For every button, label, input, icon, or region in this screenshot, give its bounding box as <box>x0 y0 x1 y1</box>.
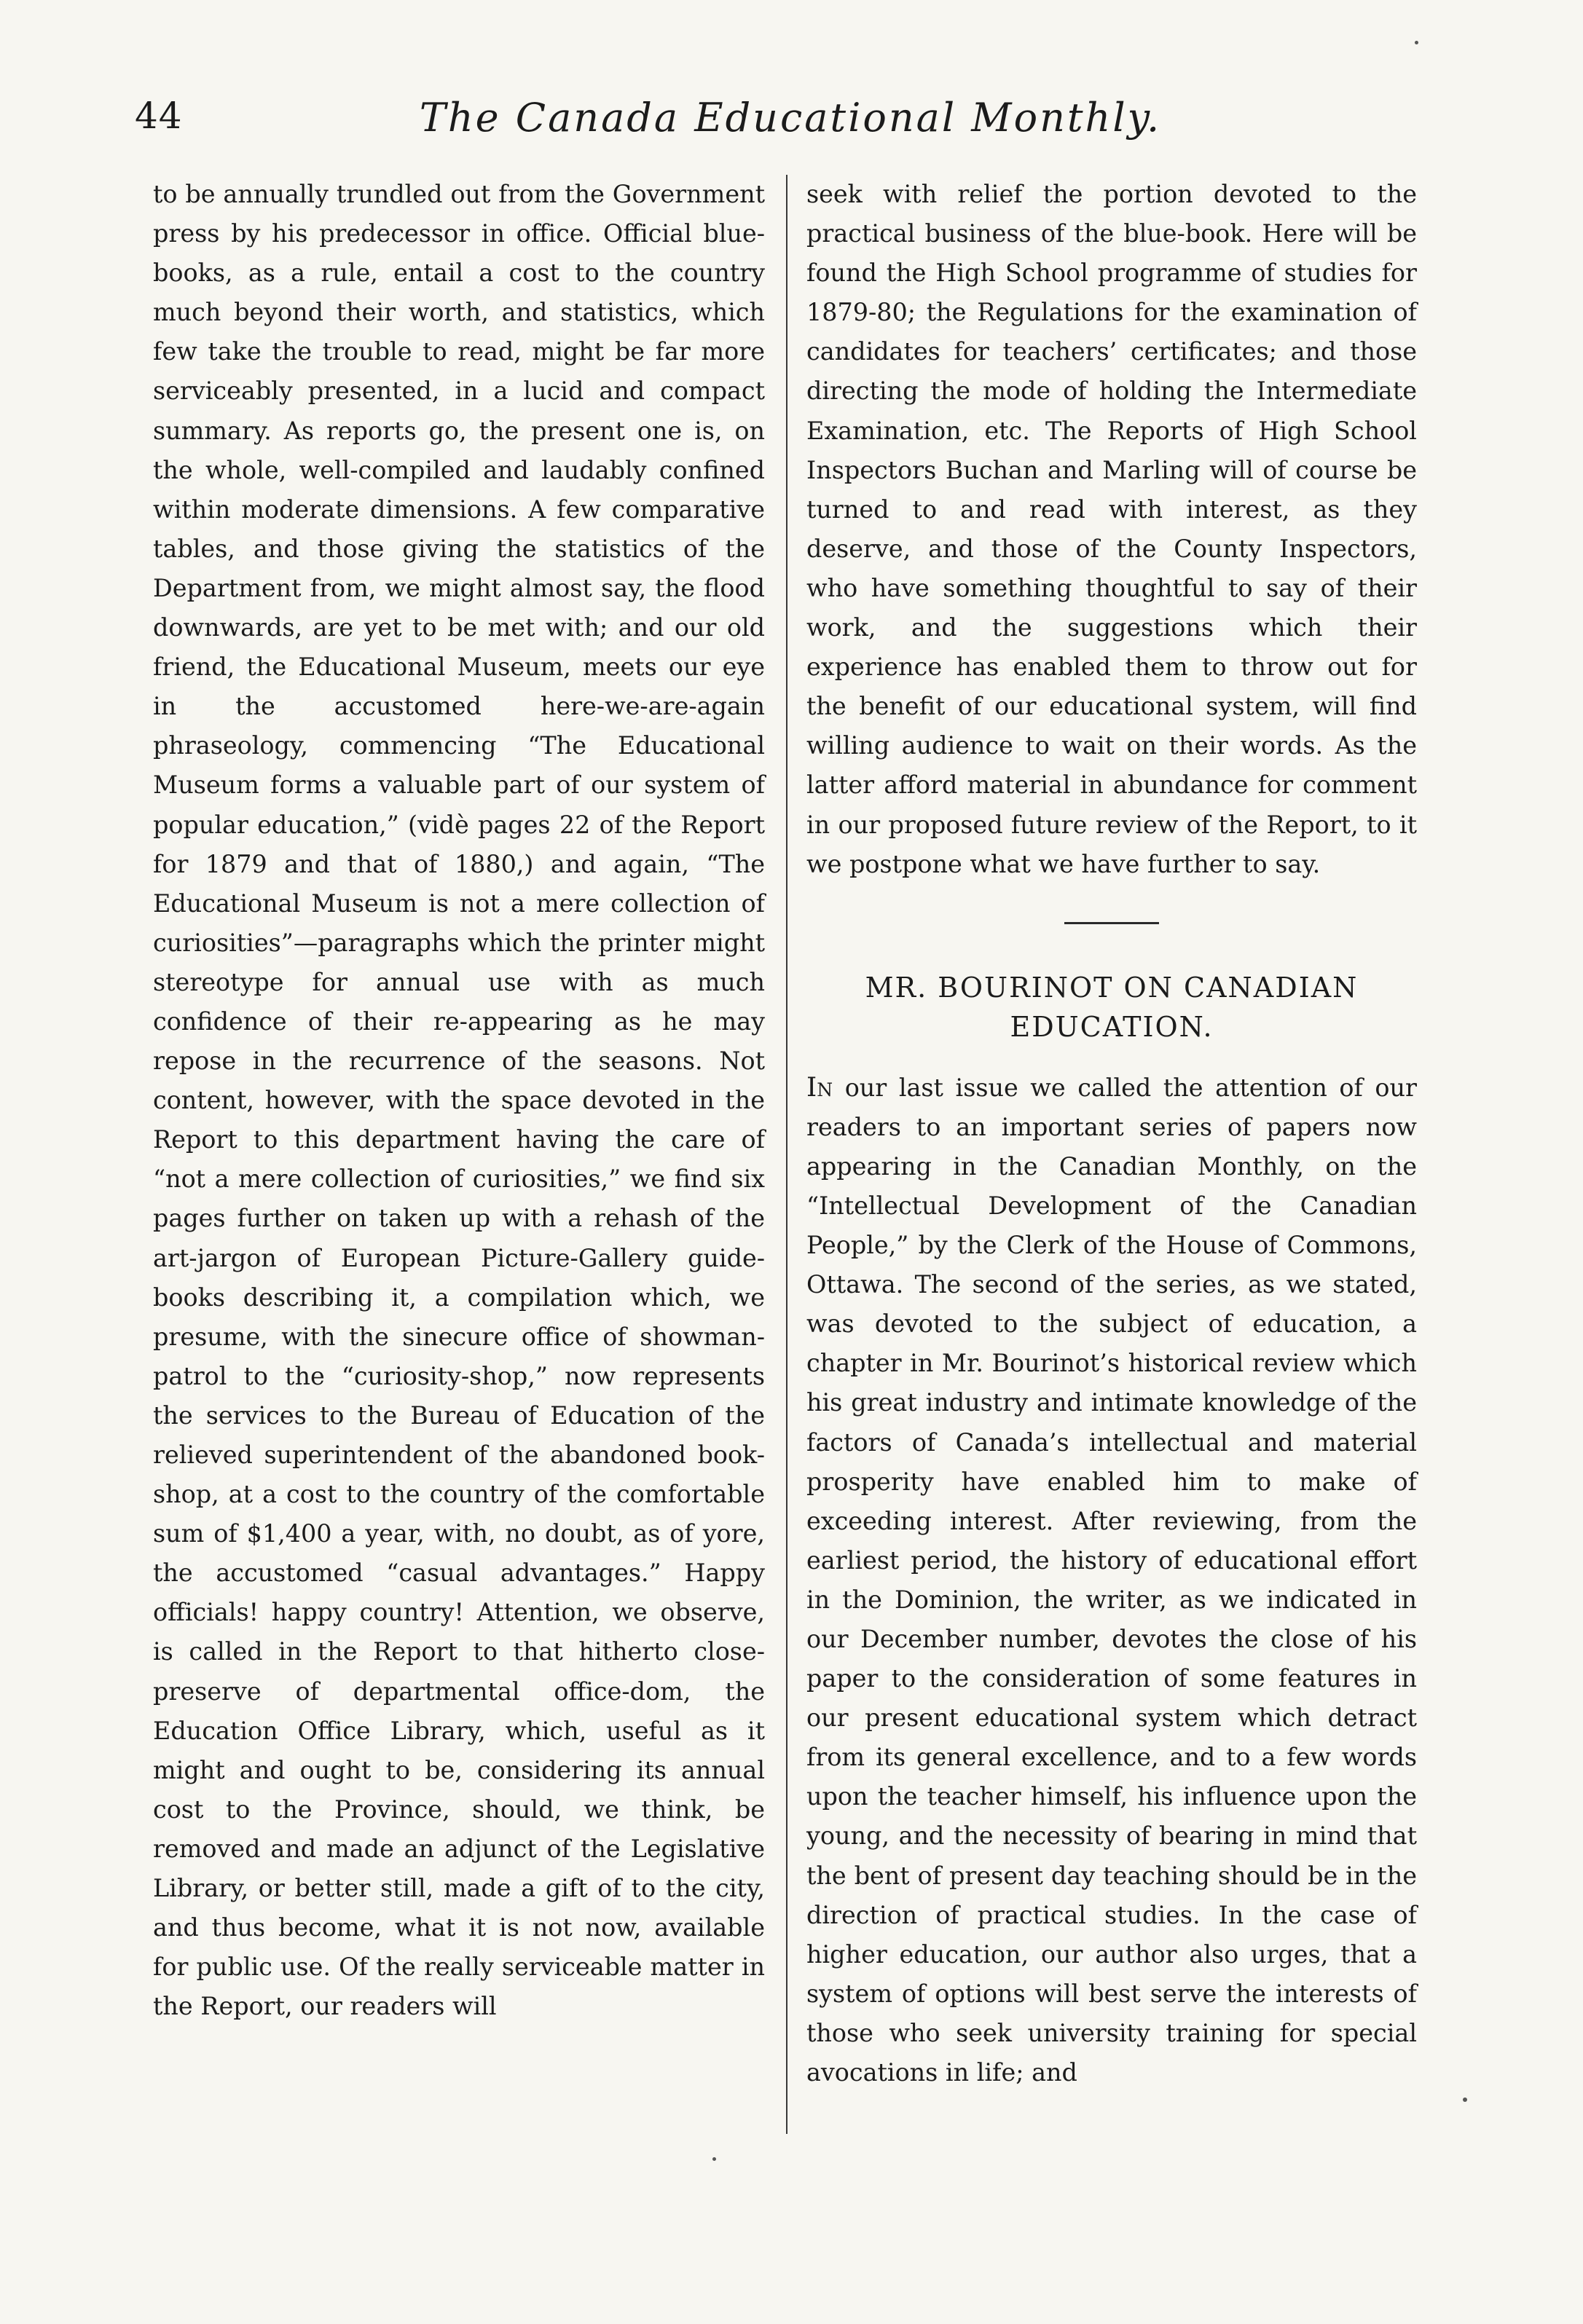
speck-mark <box>1463 2097 1467 2102</box>
column-divider <box>786 175 787 2134</box>
section-first-word: In <box>806 1072 833 1103</box>
section-heading-line1: MR. BOURINOT ON CANADIAN <box>865 971 1359 1004</box>
left-column-text: to be annually trundled out from the Government press by his predecessor in office. Official blue-books, as a rule, entail a cost to the country much beyond their worth, and statistics, which few take the trouble to read, might be far more serviceably presented, in a lucid and compact summary. As reports go, the present one is, on the whole, well-compiled and laudably confined within moderate dimensions. A few comparative tables, and those giving the statistics of the Department from, we might almost say, the flood downwards, are yet to be met with; and our old friend, the Educational Museum, meets our eye in the accustomed here-we-are-again phraseology, commencing “The Educational Museum forms a valuable part of our system of popular education,” (vidè pages 22 of the Report for 1879 and that of 1880,) and again, “The Educational Museum is not a mere collection of curiosities”—paragraphs which the printer might stereotype for annual use with as much confidence of their re-appearing as he may repose in the recurrence of the seasons. Not content, however, with the space devoted in the Report to this department having the care of “not a mere collection of curiosities,” we find six pages further on taken up with a rehash of the art-jargon of European Picture-Gallery guide-books describing it, a compilation which, we presume, with the sinecure office of showman-patrol to the “curiosity-shop,” now represents the services to the Bureau of Education of the relieved superintendent of the abandoned book-shop, at a cost to the country of the comfortable sum of $1,400 a year, with, no doubt, as of yore, the accustomed “casual advantages.” Happy officials! happy country! Attention, we observe, is called in the Report to that hitherto close-preserve of departmental office-dom, the Education Office Library, which, useful as it might and ought to be, considering its annual cost to the Province, should, we think, be removed and made an adjunct of the Legislative Library, or better still, made a gift of to the city, and thus become, what it is not now, available for public use. Of the really serviceable matter in the Report, our readers will <box>153 180 765 2021</box>
journal-title: The Canada Educational Monthly. <box>419 95 1162 141</box>
section-heading-line2: EDUCATION. <box>1010 1010 1214 1043</box>
speck-mark <box>712 2157 716 2161</box>
section-heading <box>806 968 1417 1047</box>
left-column <box>153 175 765 2026</box>
right-column <box>806 175 1417 2092</box>
section-body <box>806 1068 1417 2092</box>
page-header <box>135 95 1446 153</box>
right-column-text: seek with relief the portion devoted to the practical business of the blue-book. Here will be found the High School programme of studies for 1879-80; the Regulations for the examination of candidates for teachers’ certificates; and those directing the mode of holding the Intermediate Examination, etc. The Reports of High School Inspectors Buchan and Marling will of course be turned to and read with interest, as they deserve, and those of the County Inspectors, who have something thoughtful to say of their work, and the suggestions which their experience has enabled them to throw out for the benefit of our educational system, will find willing audience to wait on their words. As the latter afford material in abundance for comment in our proposed future review of the Report, to it we postpone what we have further to say. <box>806 180 1417 878</box>
section-body-text: our last issue we called the attention of our readers to an important series of papers now appearing in the Canadian Monthly, on the “Intellectual Development of the Canadian People,” by the Clerk of the House of Commons, Ottawa. The second of the series, as we stated, was devoted to the subject of education, a chapter in Mr. Bourinot’s historical review which his great industry and intimate knowledge of the factors of Canada’s intellectual and material prosperity have enabled him to make of exceeding interest. After reviewing, from the earliest period, the history of educational effort in the Dominion, the writer, as we indicated in our December number, devotes the close of his paper to the consideration of some features in our present educational system which detract from its general excellence, and to a few words upon the teacher himself, his influence upon the young, and the necessity of bearing in mind that the bent of present day teaching should be in the direction of practical studies. In the case of higher education, our author also urges, that a system of options will best serve the interests of those who seek university training for special avocations in life; and <box>806 1073 1417 2087</box>
section-divider <box>1064 922 1159 924</box>
page-number: 44 <box>135 95 183 137</box>
speck-mark <box>1415 41 1418 44</box>
